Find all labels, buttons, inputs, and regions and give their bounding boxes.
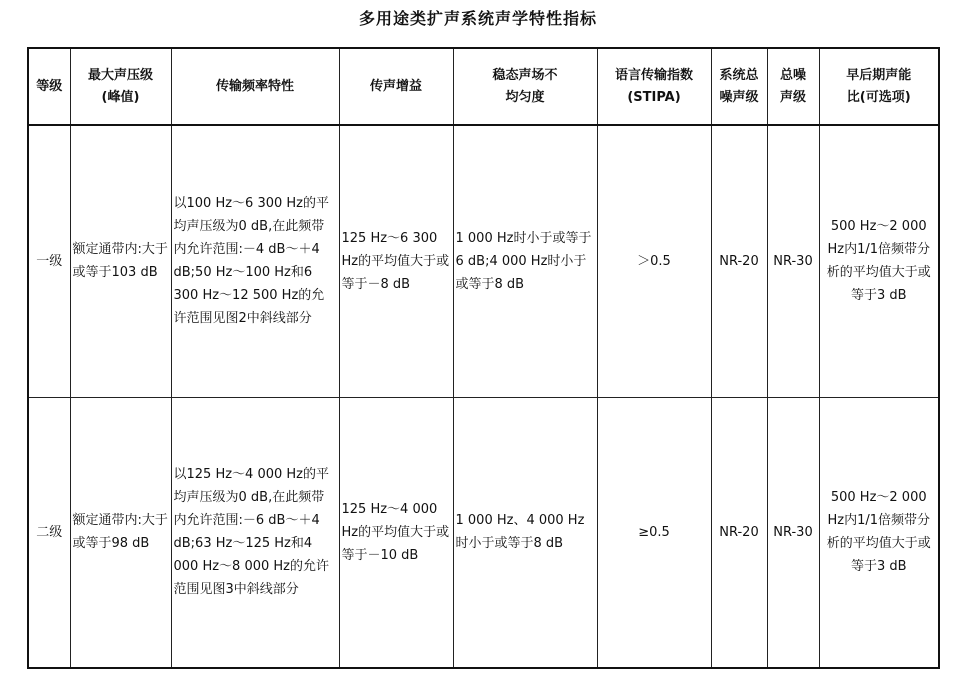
- header-stipa: 语言传输指数 (STIPA): [597, 48, 711, 125]
- uniformity-cell: 1 000 Hz时小于或等于6 dB;4 000 Hz时小于或等于8 dB: [453, 125, 597, 397]
- header-freq-response: 传输频率特性: [171, 48, 339, 125]
- max-spl-cell: 额定通带内:大于或等于98 dB: [70, 397, 171, 668]
- table-row: [28, 125, 939, 397]
- gain-cell: 125 Hz～4 000 Hz的平均值大于或等于－10 dB: [339, 397, 453, 668]
- total-noise-cell: NR-30: [767, 125, 819, 397]
- header-early-late-ratio: 早后期声能 比(可选项): [819, 48, 939, 125]
- header-grade: 等级: [28, 48, 70, 125]
- gain-cell: 125 Hz～6 300 Hz的平均值大于或等于－8 dB: [339, 125, 453, 397]
- grade-cell: 一级: [28, 125, 70, 397]
- header-max-spl: 最大声压级 (峰值): [70, 48, 171, 125]
- grade-cell: 二级: [28, 397, 70, 668]
- table-row: [28, 397, 939, 668]
- acoustic-spec-table: [27, 47, 940, 669]
- system-noise-cell: NR-20: [711, 397, 767, 668]
- freq-response-cell: 以100 Hz～6 300 Hz的平均声压级为0 dB,在此频带内允许范围:－4 dB～＋4 dB;50 Hz～100 Hz和6 300 Hz～12 500 Hz的允许范围见图2中斜线部分: [171, 125, 339, 397]
- early-late-ratio-cell: 500 Hz～2 000 Hz内1/1倍频带分析的平均值大于或等于3 dB: [819, 397, 939, 668]
- uniformity-cell: 1 000 Hz、4 000 Hz时小于或等于8 dB: [453, 397, 597, 668]
- header-system-noise: 系统总 噪声级: [711, 48, 767, 125]
- header-row: [28, 48, 939, 125]
- total-noise-cell: NR-30: [767, 397, 819, 668]
- stipa-cell: ≥0.5: [597, 397, 711, 668]
- stipa-cell: ＞0.5: [597, 125, 711, 397]
- header-total-noise: 总噪 声级: [767, 48, 819, 125]
- system-noise-cell: NR-20: [711, 125, 767, 397]
- table-title: 多用途类扩声系统声学特性指标: [358, 9, 597, 28]
- header-gain: 传声增益: [339, 48, 453, 125]
- freq-response-cell: 以125 Hz～4 000 Hz的平均声压级为0 dB,在此频带内允许范围:－6 dB～＋4 dB;63 Hz～125 Hz和4 000 Hz～8 000 Hz的允许范围见图3中斜线部分: [171, 397, 339, 668]
- header-uniformity: 稳态声场不 均匀度: [453, 48, 597, 125]
- early-late-ratio-cell: 500 Hz～2 000 Hz内1/1倍频带分析的平均值大于或等于3 dB: [819, 125, 939, 397]
- max-spl-cell: 额定通带内:大于或等于103 dB: [70, 125, 171, 397]
